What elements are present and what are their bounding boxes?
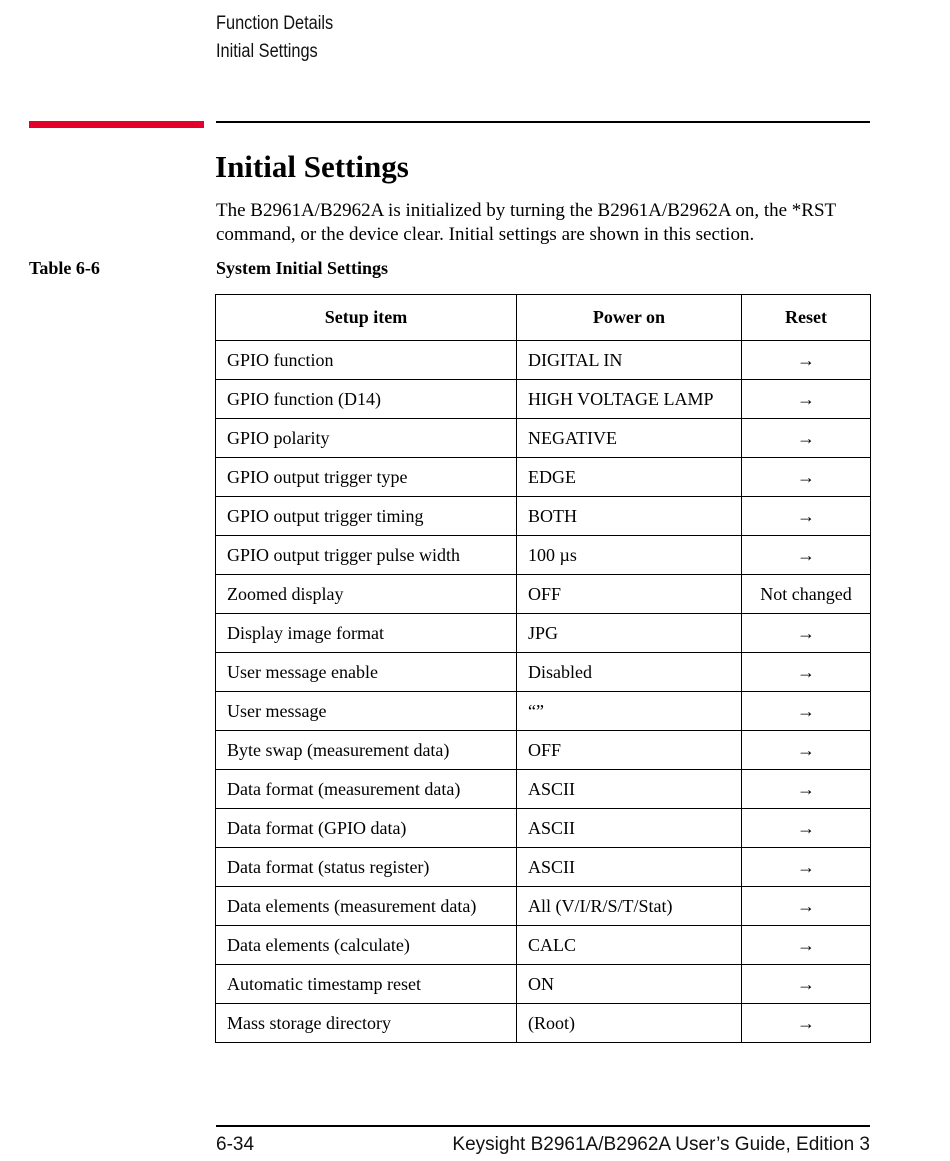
reset-cell: Not changed [742, 575, 871, 614]
power-on-cell: ASCII [517, 809, 742, 848]
power-on-cell: OFF [517, 731, 742, 770]
table-row [216, 536, 871, 575]
reset-cell: → [742, 809, 871, 848]
reset-cell: → [742, 1004, 871, 1043]
running-header-chapter: Function Details [216, 13, 334, 34]
table-row [216, 458, 871, 497]
column-header-setup-item: Setup item [216, 295, 517, 341]
power-on-cell: ASCII [517, 848, 742, 887]
reset-cell: → [742, 458, 871, 497]
power-on-cell: Disabled [517, 653, 742, 692]
table-row [216, 731, 871, 770]
table-number: Table 6-6 [29, 258, 100, 278]
setup-item-cell: GPIO output trigger timing [216, 497, 517, 536]
section-title: Initial Settings [215, 149, 409, 184]
table-row [216, 809, 871, 848]
setup-item-cell: GPIO output trigger type [216, 458, 517, 497]
setup-item-cell: Data elements (calculate) [216, 926, 517, 965]
reset-cell: → [742, 965, 871, 1004]
reset-cell: → [742, 692, 871, 731]
power-on-cell: CALC [517, 926, 742, 965]
setup-item-cell: Automatic timestamp reset [216, 965, 517, 1004]
reset-cell: → [742, 653, 871, 692]
power-on-cell: JPG [517, 614, 742, 653]
setup-item-cell: Data format (measurement data) [216, 770, 517, 809]
reset-cell: → [742, 497, 871, 536]
table-row [216, 692, 871, 731]
table-row [216, 341, 871, 380]
power-on-cell: OFF [517, 575, 742, 614]
reset-cell: → [742, 887, 871, 926]
reset-cell: → [742, 419, 871, 458]
setup-item-cell: Data format (status register) [216, 848, 517, 887]
setup-item-cell: Mass storage directory [216, 1004, 517, 1043]
table-row [216, 614, 871, 653]
setup-item-cell: Data elements (measurement data) [216, 887, 517, 926]
power-on-cell: NEGATIVE [517, 419, 742, 458]
table-row [216, 497, 871, 536]
running-header-section: Initial Settings [216, 41, 318, 62]
reset-cell: → [742, 731, 871, 770]
table-row [216, 926, 871, 965]
setup-item-cell: GPIO polarity [216, 419, 517, 458]
document-title: Keysight B2961A/B2962A User’s Guide, Edition 3 [452, 1134, 870, 1155]
table-row [216, 653, 871, 692]
power-on-cell: (Root) [517, 1004, 742, 1043]
table-row [216, 1004, 871, 1043]
page-number: 6-34 [216, 1134, 255, 1155]
footer-rule [216, 1125, 870, 1127]
table-caption: System Initial Settings [216, 258, 389, 278]
system-initial-settings-table [215, 294, 871, 1043]
reset-cell: → [742, 926, 871, 965]
reset-cell: → [742, 380, 871, 419]
setup-item-cell: Display image format [216, 614, 517, 653]
setup-item-cell: User message [216, 692, 517, 731]
accent-bar [29, 121, 204, 128]
table-row [216, 380, 871, 419]
power-on-cell: 100 µs [517, 536, 742, 575]
power-on-cell: BOTH [517, 497, 742, 536]
table-row [216, 770, 871, 809]
setup-item-cell: GPIO output trigger pulse width [216, 536, 517, 575]
reset-cell: → [742, 341, 871, 380]
setup-item-cell: GPIO function [216, 341, 517, 380]
reset-cell: → [742, 770, 871, 809]
power-on-cell: All (V/I/R/S/T/Stat) [517, 887, 742, 926]
setup-item-cell: Byte swap (measurement data) [216, 731, 517, 770]
power-on-cell: DIGITAL IN [517, 341, 742, 380]
table-row [216, 848, 871, 887]
power-on-cell: ASCII [517, 770, 742, 809]
reset-cell: → [742, 614, 871, 653]
power-on-cell: EDGE [517, 458, 742, 497]
reset-cell: → [742, 848, 871, 887]
power-on-cell: HIGH VOLTAGE LAMP [517, 380, 742, 419]
table-row [216, 965, 871, 1004]
intro-paragraph: The B2961A/B2962A is initialized by turning the B2961A/B2962A on, the *RST command, or the device clear. Initial settings are shown in this section. [216, 200, 836, 245]
reset-cell: → [742, 536, 871, 575]
header-rule [216, 121, 870, 123]
column-header-power-on: Power on [517, 295, 742, 341]
table-row [216, 887, 871, 926]
setup-item-cell: User message enable [216, 653, 517, 692]
setup-item-cell: GPIO function (D14) [216, 380, 517, 419]
power-on-cell: “” [517, 692, 742, 731]
setup-item-cell: Data format (GPIO data) [216, 809, 517, 848]
table-header-row [216, 295, 871, 341]
table-row [216, 419, 871, 458]
power-on-cell: ON [517, 965, 742, 1004]
table-row [216, 575, 871, 614]
column-header-reset: Reset [742, 295, 871, 341]
setup-item-cell: Zoomed display [216, 575, 517, 614]
